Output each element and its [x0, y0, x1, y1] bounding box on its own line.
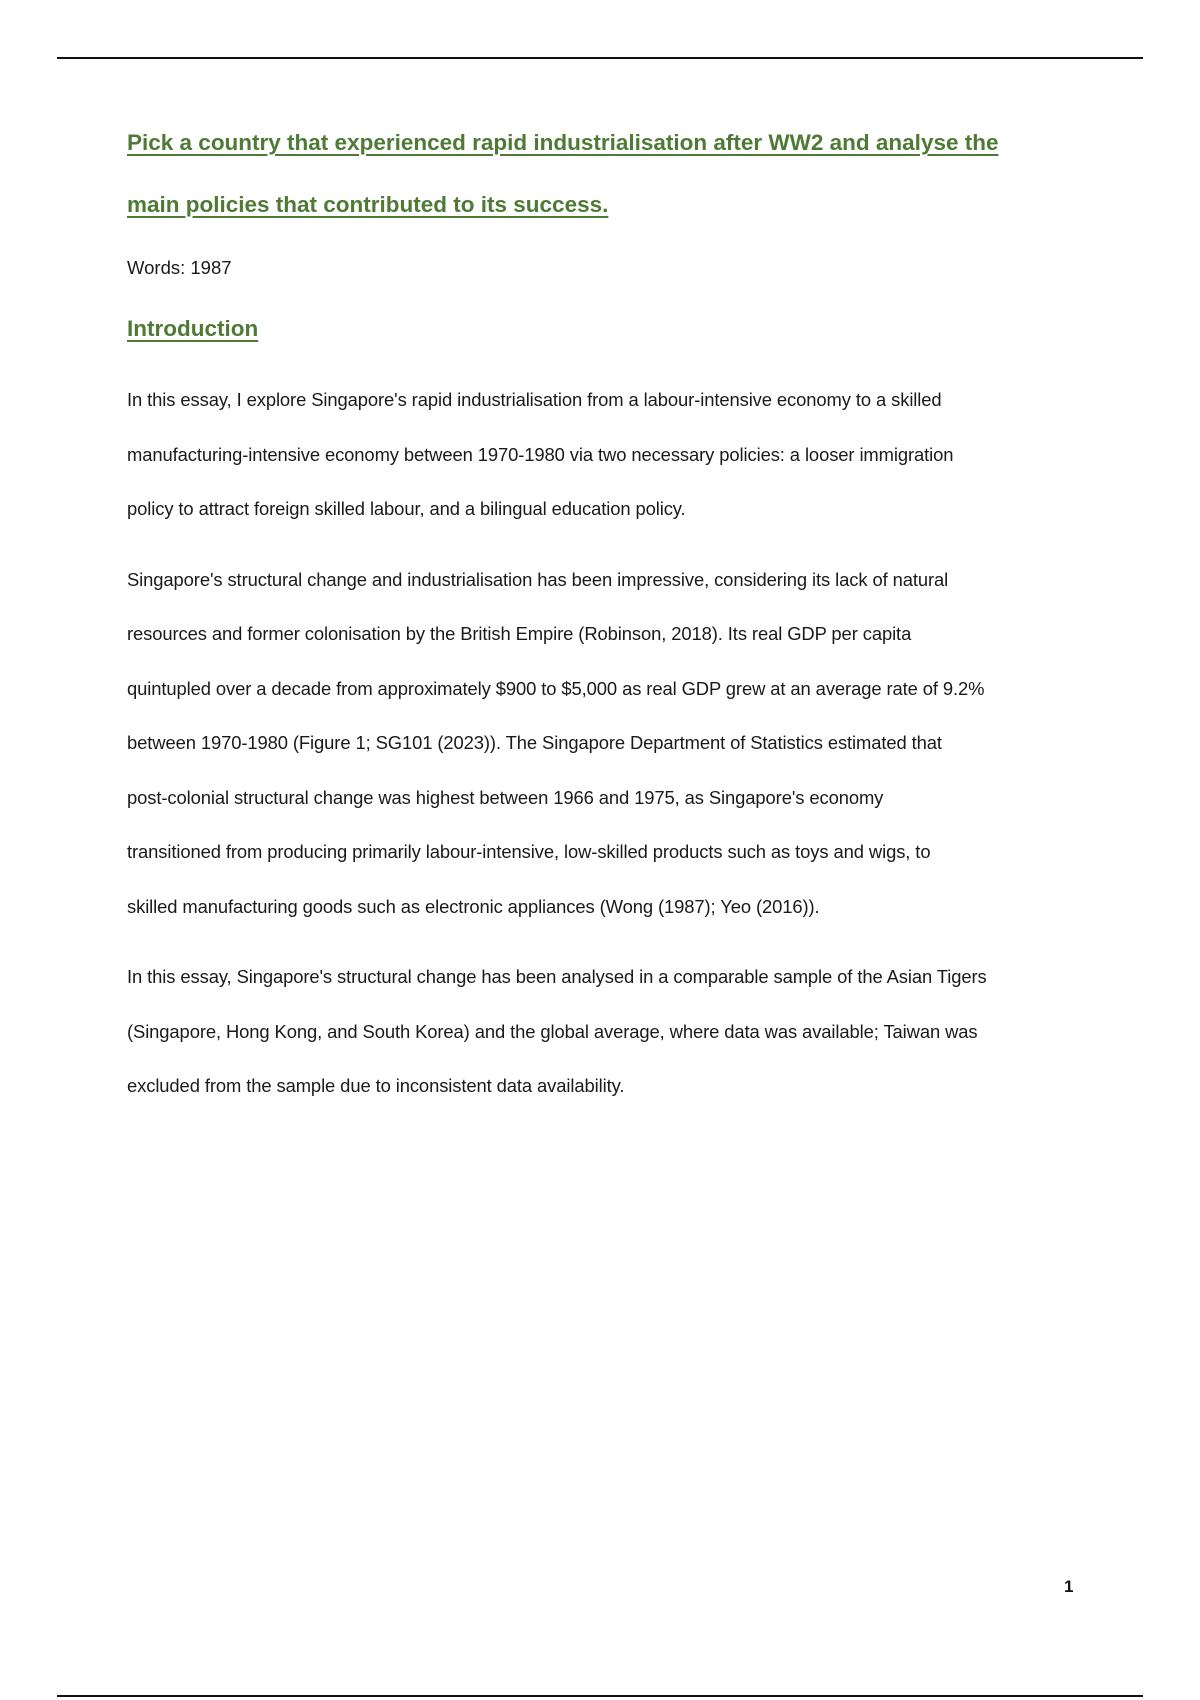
paragraph-line: skilled manufacturing goods such as electronic appliances (Wong (1987); Yeo (2016)). [127, 895, 820, 917]
header-rule [57, 57, 1143, 59]
essay-title-line-1: Pick a country that experienced rapid industrialisation after WW2 and analyse the [127, 130, 999, 155]
paragraph-line: (Singapore, Hong Kong, and South Korea) and the global average, where data was available; Taiwan was [127, 1020, 978, 1042]
paragraph-line: policy to attract foreign skilled labour, and a bilingual education policy. [127, 498, 686, 519]
paragraph-line: In this essay, I explore Singapore's rapid industrialisation from a labour-intensive economy to a skilled [127, 389, 942, 410]
paragraph-line: Singapore's structural change and industrialisation has been impressive, considering its lack of natural [127, 568, 949, 590]
paragraph-1 [127, 373, 1087, 537]
footer-rule [57, 1695, 1143, 1697]
paragraph-line: In this essay, Singapore's structural change has been analysed in a comparable sample of the Asian Tigers [127, 966, 987, 987]
section-heading-text: Introduction [127, 316, 259, 341]
paragraph-line: transitioned from producing primarily labour-intensive, low-skilled products such as toys and wigs, to [127, 841, 931, 862]
essay-title-line-2: main policies that contributed to its success. [127, 192, 609, 217]
page-content [127, 112, 1087, 1114]
paragraph-3 [127, 950, 1087, 1114]
word-count: Words: 1987 [127, 257, 232, 278]
paragraph-line: quintupled over a decade from approximately $900 to $5,000 as real GDP grew at an average rate of 9.2% [127, 677, 985, 699]
paragraph-line: manufacturing-intensive economy between 1970-1980 via two necessary policies: a looser immigration [127, 443, 954, 465]
paragraph-2 [127, 553, 1087, 935]
paragraph-line: between 1970-1980 (Figure 1; SG101 (2023)). The Singapore Department of Statistics estimated that [127, 732, 942, 753]
paragraph-line: excluded from the sample due to inconsistent data availability. [127, 1075, 625, 1096]
essay-title [127, 112, 1087, 236]
paragraph-line: resources and former colonisation by the British Empire (Robinson, 2018). Its real GDP per capita [127, 623, 912, 644]
section-heading [127, 314, 1087, 344]
page-number: 1 [1064, 1577, 1074, 1596]
paragraph-line: post-colonial structural change was highest between 1966 and 1975, as Singapore's economy [127, 786, 884, 808]
